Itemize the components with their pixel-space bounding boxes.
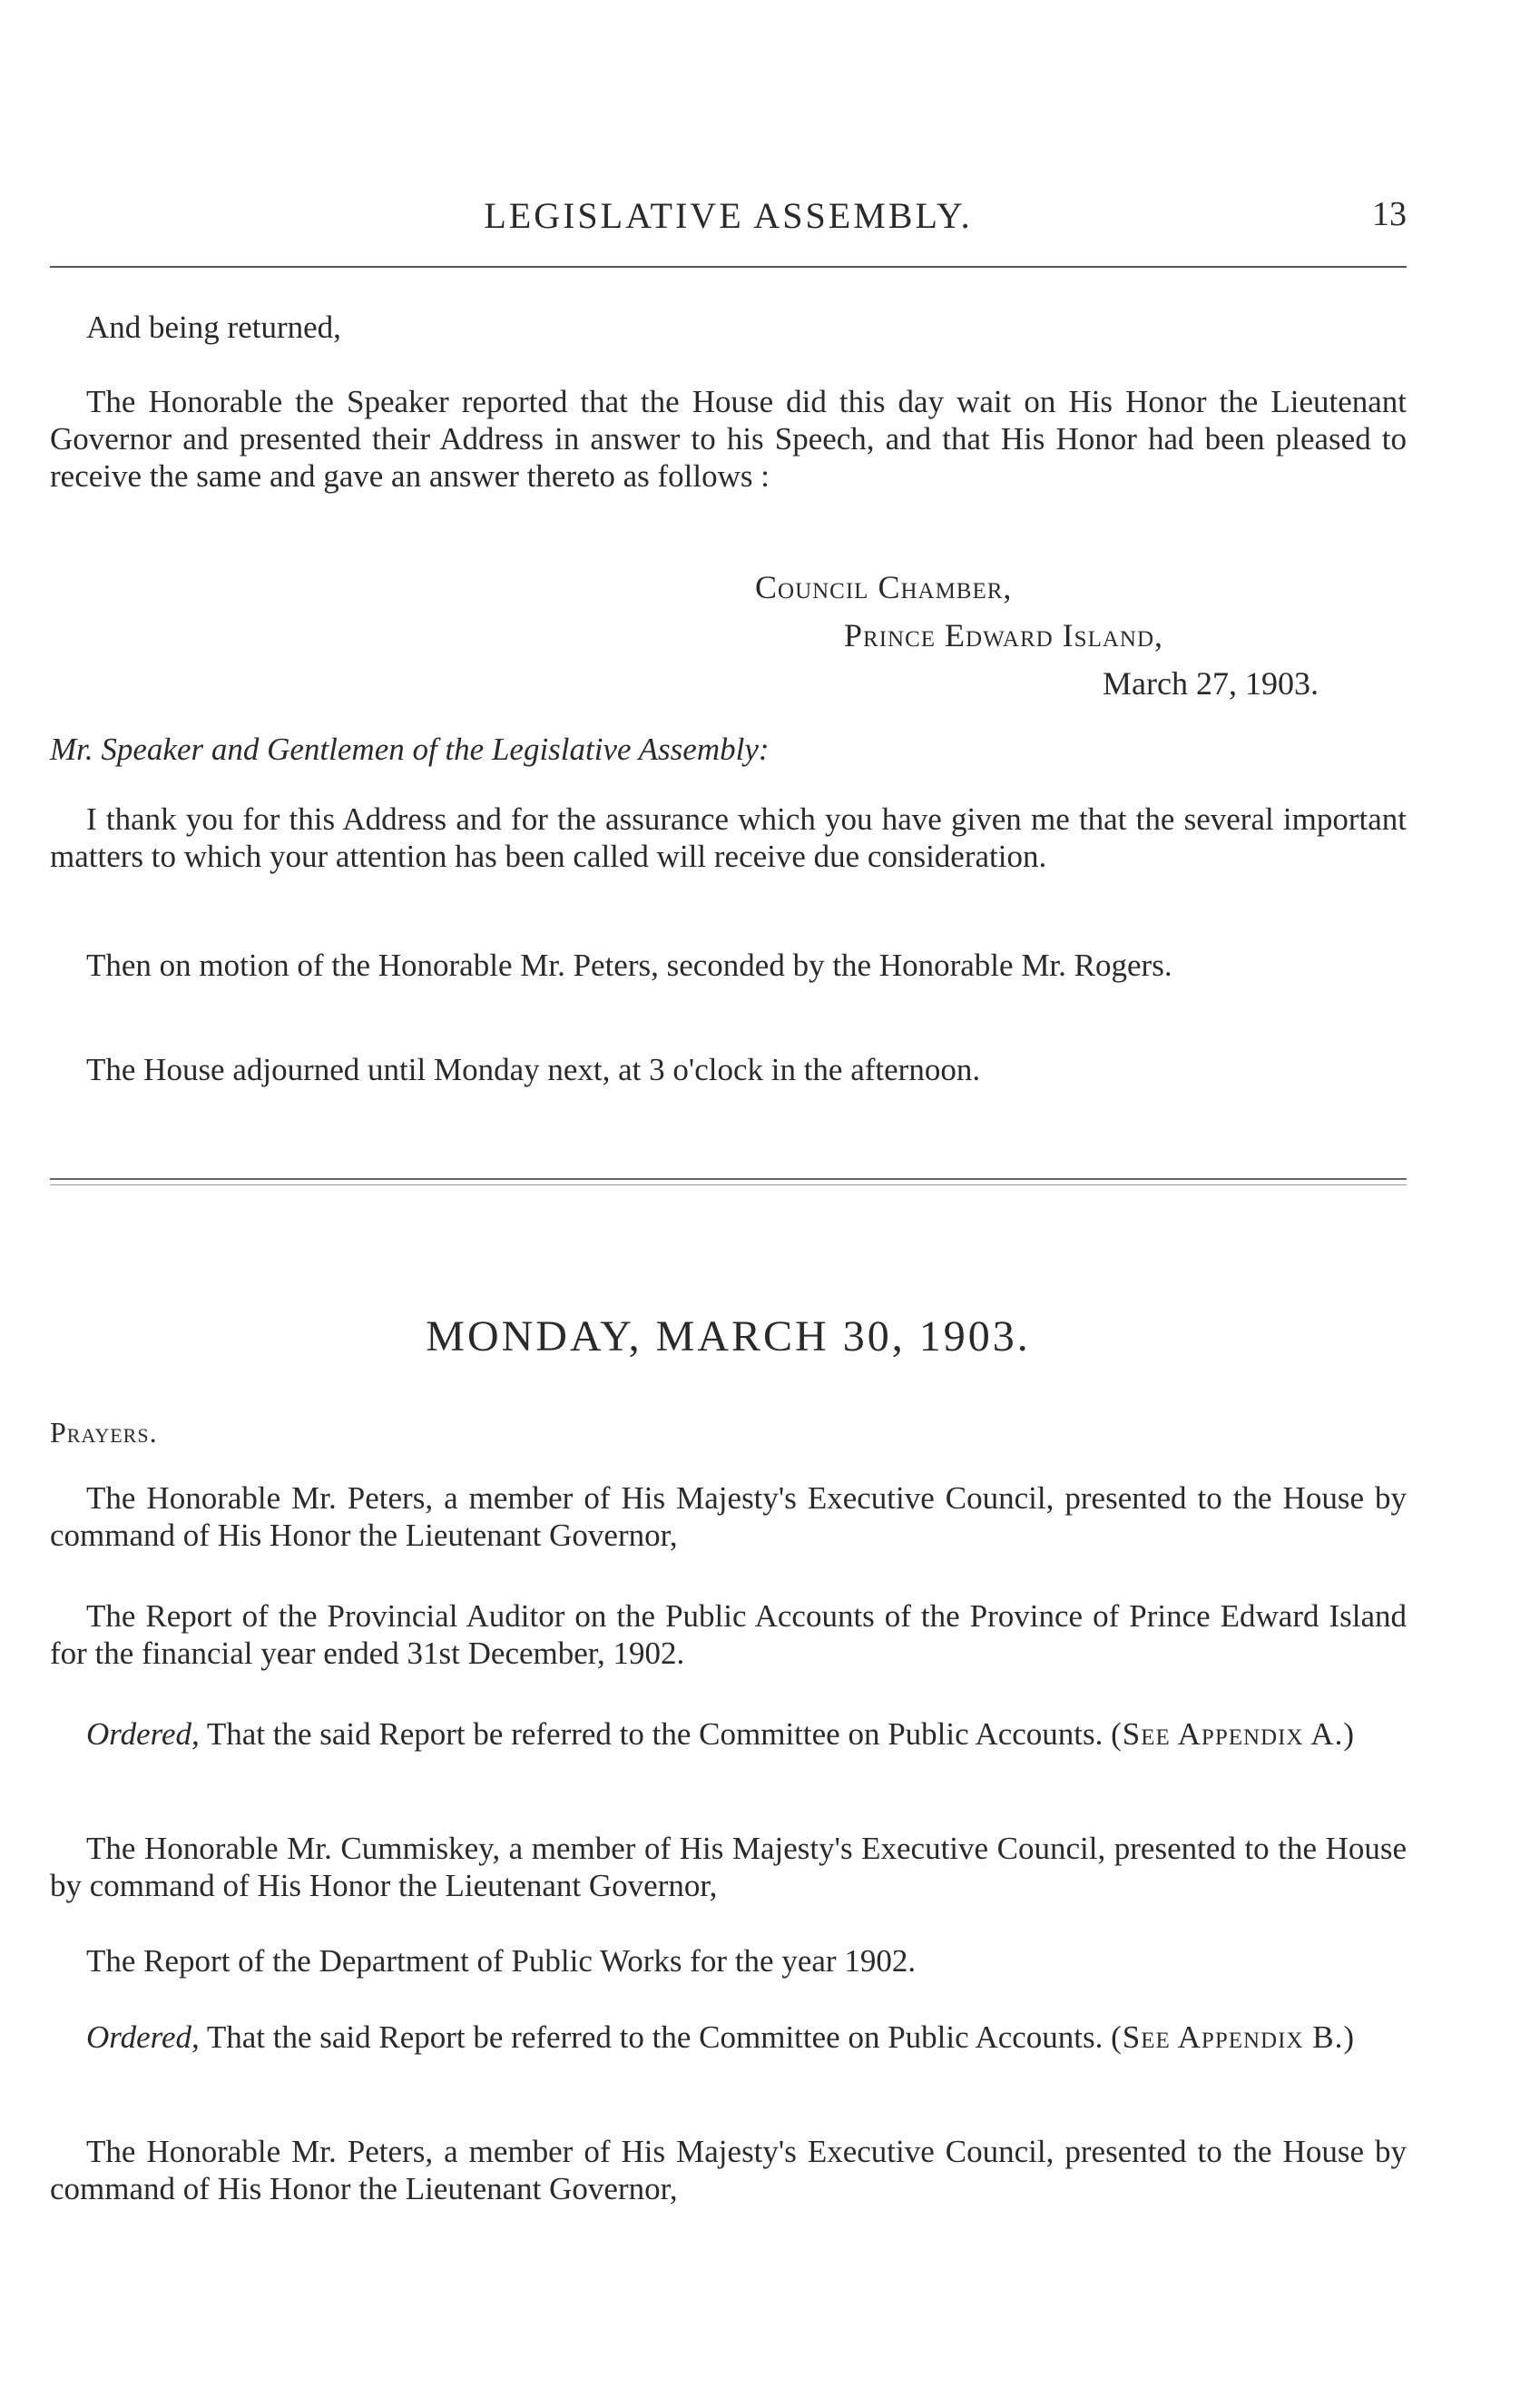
ordered-text: That the said Report be referred to the Committee on Public Accounts. xyxy=(206,2019,1104,2055)
ordered-paragraph-a xyxy=(50,1715,1407,1753)
running-title: LEGISLATIVE ASSEMBLY. xyxy=(484,195,973,236)
ordered-label: Ordered, xyxy=(86,2019,200,2055)
cummiskey-presentation-paragraph: The Honorable Mr. Cummiskey, a member of His Majesty's Executive Council, presented to the House by command of His Honor the Lieutenant Governor, xyxy=(50,1831,1407,1903)
ordered-text: That the said Report be referred to the Committee on Public Accounts. xyxy=(206,1716,1104,1752)
page-number: 13 xyxy=(1372,195,1407,233)
appendix-reference-a: (See Appendix A.) xyxy=(1111,1716,1355,1752)
sitting-date-heading: MONDAY, MARCH 30, 1903. xyxy=(426,1312,1031,1361)
speaker-report-paragraph: The Honorable the Speaker reported that the House did this day wait on His Honor the Lieutenant Governor and presented their Address in answer to his Speech, and that His Honor had been pleased to receive the same and gave an answer thereto as follows : xyxy=(50,384,1407,494)
appendix-reference-b: (See Appendix B.) xyxy=(1111,2019,1355,2055)
reply-paragraph: I thank you for this Address and for the assurance which you have given me that the several important matters to which your attention has been called will receive due consideration. xyxy=(50,801,1407,874)
peters-second-presentation-paragraph: The Honorable Mr. Peters, a member of His Majesty's Executive Council, presented to the House by command of His Honor the Lieutenant Governor, xyxy=(50,2134,1407,2206)
section-divider xyxy=(50,1178,1407,1180)
peters-presentation-paragraph: The Honorable Mr. Peters, a member of His Majesty's Executive Council, presented to the House by command of His Honor the Lieutenant Governor, xyxy=(50,1480,1407,1553)
motion-paragraph: Then on motion of the Honorable Mr. Peters, seconded by the Honorable Mr. Rogers. xyxy=(86,948,1172,983)
ordered-paragraph-b xyxy=(50,2019,1407,2056)
ordered-label: Ordered, xyxy=(86,1716,200,1752)
section-divider-inner xyxy=(50,1184,1407,1185)
location-line-2: Prince Edward Island, xyxy=(844,617,1163,653)
header-rule xyxy=(50,266,1407,268)
location-line-1: Council Chamber, xyxy=(755,569,1013,605)
adjournment-line: The House adjourned until Monday next, at 3 o'clock in the afternoon. xyxy=(86,1052,981,1087)
salutation: Mr. Speaker and Gentlemen of the Legislative Assembly: xyxy=(50,732,770,767)
returned-line: And being returned, xyxy=(86,309,341,345)
dated-line: March 27, 1903. xyxy=(1103,665,1319,702)
public-works-report-line: The Report of the Department of Public Works for the year 1902. xyxy=(86,1943,917,1979)
running-head xyxy=(50,194,1407,249)
prayers-label: Prayers. xyxy=(50,1416,158,1449)
auditor-report-paragraph: The Report of the Provincial Auditor on the Public Accounts of the Province of Prince Edward Island for the financial year ended 31st December, 1902. xyxy=(50,1598,1407,1671)
